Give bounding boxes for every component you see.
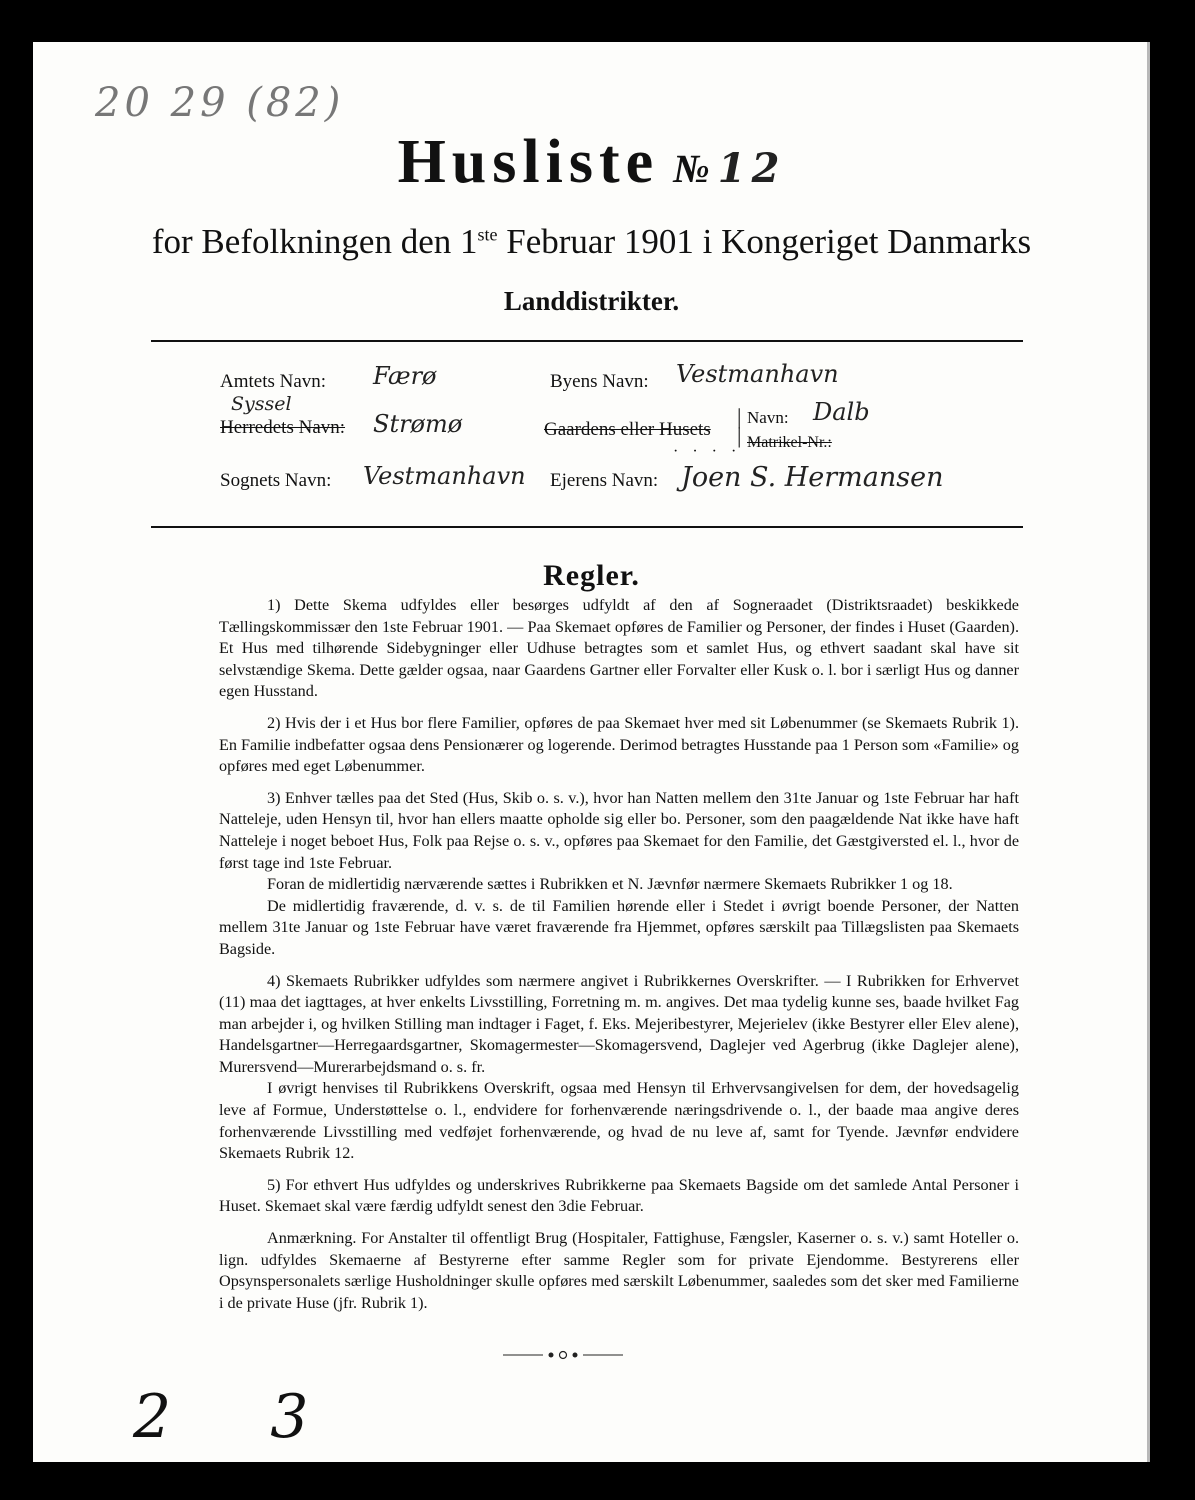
navn-value: Dalb (813, 398, 870, 426)
subtitle-prefix: for Befolkningen den 1 (151, 222, 478, 261)
rule-5: 5) For ethvert Hus udfyldes og underskrives Rubrikkerne paa Skemaets Bagside om det samlede Antal Personer i Huset. Skemaet skal være færdig udfyldt senest den 3die Februar. (219, 1175, 1019, 1216)
sogn-label: Sognets Navn: (220, 470, 332, 491)
bottom-handwritten-mark: 2 3 (133, 1382, 349, 1452)
rule-2: 2) Hvis der i et Hus bor flere Familier, opføres de paa Skemaet hver med sit Løbenummer (se Skemaets Rubrik 1). En Familie indbefatter ogsaa dens Pensionærer og logerende. Derimod betragtes Husstande paa 1 Person som «Familie» og opføres med eget Løbenummer. (219, 713, 1019, 776)
rule-4: 4) Skemaets Rubrikker udfyldes som nærmere angivet i Rubrikkernes Overskrifter. — I Rubrikken for Erhvervet (11) maa det iagttages, at hver enkelts Livsstilling, Forretning m. m. angives. Det maa tydelig kunne ses, baade hvilket Fag man arbejder i, og hvilken Stilling man indtager i Faget, f. Eks. Mejeribestyrer, Mejerielev (ikke Bestyrer eller Elev alene), Handelsgartner—Herregaardsgartner, Skomagermester—Skomagersvend, Daglejer ved Agerbrug (ikke Daglejer alene), Murersvend—Murerarbejdsmand o. s. fr. (219, 971, 1019, 1076)
rule-note: Anmærkning. For Anstalter til offentligt Brug (Hospitaler, Fattighuse, Fængsler, Kaserner o. s. v.) samt Hoteller o. lign. udfyldes Skemaerne af Bestyrerne efter samme Regler som for private Ejendomme. Bestyrerens eller Opsynspersonalets særlige Husholdninger skulle opføres med særskilt Løbenummer, saaledes som det sker med Familierne i de private Huse (jfr. Rubrik 1). (219, 1229, 1019, 1312)
herred-label: Herredets Navn: (220, 417, 346, 438)
ejer-value: Joen S. Hermansen (681, 462, 944, 493)
form-subtitle (33, 222, 1150, 262)
margin-archive-number: 20 29 (82) (95, 80, 345, 126)
subtitle-suffix: Februar 1901 i Kongeriget Danmarks (497, 222, 1032, 261)
dot-leader: · · · · (673, 443, 742, 460)
rule-3-note-b: De midlertidig fraværende, d. v. s. de til Familien hørende eller i Stedet i øvrigt boende Personer, der Natten mellem 31te Januar og 1ste Februar have været fraværende fra Hjemmet, opføres særskilt paa Tillægslisten paa Skemaets Bagside. (219, 896, 1019, 958)
amtets-label: Amtets Navn: (220, 371, 327, 392)
rule-4-note: I øvrigt henvises til Rubrikkens Overskrift, ogsaa med Hensyn til Erhvervsangivelsen for dem, der hovedsagelig leve af Formue, Understøttelse o. l., endvidere for forhenværende næringsdrivende o. l., der baade maa angive deres forhenværende Livsstilling med vedføjet forhenværende, og hvad de nu leve af, samt for Tyende. Jævnfør endvidere Skemaets Rubrik 12. (219, 1079, 1019, 1163)
herred-overwrite: Syssel (231, 393, 292, 415)
rules-heading: Regler. (543, 559, 640, 592)
ornament-icon (503, 1350, 623, 1360)
rule-3-note-a: Foran de midlertidig nærværende sættes i Rubrikken et N. Jævnfør nærmere Skemaets Rubrikker 1 og 18. (267, 875, 953, 894)
rule-1: 1) Dette Skema udfyldes eller besørges udfyldt af den af Sogneraadet (Distriktsraadet) beskikkede Tællingskommissær den 1ste Februar 1901. — Paa Skemaet opføres de Familier og Personer, der findes i Huset (Gaarden). Et Hus med tilhørende Sidebygninger eller Udhuse betragtes som et samlet Hus, og ethvert saadant skal have sit selvstændige Skema. Dette gælder ogsaa, naar Gaardens Gartner eller Forvalter eller Kusk o. l. bor i særligt Hus og danner egen Husstand. (219, 596, 1019, 701)
gaard-label: Gaardens eller Husets (544, 419, 711, 440)
number-label: № (673, 146, 710, 191)
byens-label: Byens Navn: (550, 371, 649, 392)
form-title (33, 127, 1150, 198)
list-number: 12 (717, 145, 786, 192)
top-rule (151, 340, 1023, 342)
ornament-divider (503, 1347, 623, 1357)
bottom-rule (151, 526, 1023, 528)
sogn-value: Vestmanhavn (363, 462, 526, 490)
subtitle-sup: ste (477, 224, 498, 245)
ejer-label: Ejerens Navn: (550, 470, 659, 491)
title-text: Husliste (397, 128, 660, 196)
rule-3: 3) Enhver tælles paa det Sted (Hus, Skib o. s. v.), hvor han Natten mellem den 31te Januar og 1ste Februar har haft Natteleje, uden Hensyn til, hvor han ellers maatte opholde sig eller bo. Personer, som den paagældende Nat ikke have haft Natteleje i noget beboet Hus, Folk paa Rejse o. s. v., opføres paa Skemaet for den Familie, det Gæstgiversted el. l., hvor de først tage ind 1ste Februar. (219, 788, 1019, 872)
matrikel-label: Matrikel-Nr.: (747, 434, 832, 451)
navn-label: Navn: (747, 408, 789, 427)
district-heading: Landdistrikter. (503, 286, 680, 316)
census-form-page (33, 42, 1150, 1462)
field-brace: | | (737, 404, 742, 448)
byens-value: Vestmanhavn (676, 360, 839, 388)
amtets-value: Færø (373, 362, 437, 390)
herred-value: Strømø (373, 410, 463, 438)
rules-text (219, 595, 1019, 1324)
